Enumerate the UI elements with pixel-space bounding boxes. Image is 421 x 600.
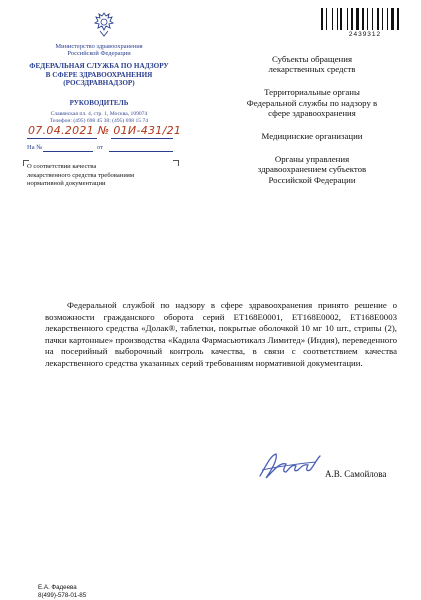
barcode-number: 2439312: [348, 31, 382, 38]
ministry-name: [24, 43, 174, 58]
agency-line: (РОСЗДРАВНАДЗОР): [63, 79, 135, 88]
barcode-bar: [332, 8, 333, 30]
barcode-bar: [334, 8, 336, 30]
barcode-bar: [387, 8, 388, 30]
emblem-icon: [93, 11, 115, 38]
addressee: Медицинские организации: [261, 131, 363, 142]
barcode-bar: [374, 8, 377, 30]
agency-name: [24, 62, 174, 88]
barcode-bar: [326, 8, 327, 30]
address-line: Славянская пл. 4, стр. 1, Москва, 109074: [50, 111, 148, 117]
barcode-bar: [339, 8, 340, 30]
barcode-bar: [382, 8, 383, 30]
addressees: [237, 54, 387, 198]
body-paragraph: Федеральной службой по надзору в сфере здравоохранения принято решение о возможности гражданского оборота серий ЕТ168Е0001, ЕТ168Е0002, ЕТ168Е0003 лекарственного средства «Долак®, таблетки, покрытые оболочкой 10 мг 10 шт., стрипы (2), пачки картонные» производства «Кадила Фармасьютикалз Лимитед» (Индия), переведенного на посерийный выборочный контроль качества, в связи с соответствием качества лекарственного средства указанных серий требованиям нормативной документации.: [45, 300, 397, 368]
executor-info: [38, 584, 86, 600]
agency-line: В СФЕРЕ ЗДРАВООХРАНЕНИЯ: [45, 70, 153, 79]
barcode-bar: [391, 8, 394, 30]
barcode-bar: [365, 8, 366, 30]
role-title: РУКОВОДИТЕЛЬ: [69, 99, 129, 107]
barcode-bar: [328, 8, 331, 30]
barcode-bar: [372, 8, 373, 30]
barcode-bar: [351, 8, 353, 30]
reference-na-label: На №: [27, 144, 43, 151]
registration-number-handwritten: 07.04.2021 № 01И-431/21: [28, 124, 182, 137]
barcode-bar: [347, 8, 348, 30]
barcode: [321, 8, 401, 30]
barcode-bar: [384, 8, 386, 30]
barcode-bar: [340, 8, 342, 30]
signature-icon: [256, 450, 324, 482]
addressee: Органы управления здравоохранением субъектов Российской Федерации: [257, 154, 367, 185]
reference-from-label: от: [97, 144, 104, 151]
subject-line: нормативной документации: [27, 180, 106, 188]
barcode-bar: [389, 8, 390, 30]
executor-phone: 8(499)-578-01-85: [38, 592, 87, 599]
barcode-bar: [321, 8, 323, 30]
ministry-line: Министерство здравоохранения: [55, 43, 143, 50]
subject-line: О соответствии качества: [27, 163, 97, 170]
ministry-line: Российской Федерации: [67, 50, 131, 58]
barcode-bar: [324, 8, 325, 30]
reference-row: [27, 144, 177, 151]
addressee: Субъекты обращения лекарственных средств: [268, 54, 356, 75]
barcode-bar: [400, 8, 401, 30]
barcode-bar: [362, 8, 364, 30]
barcode-bar: [367, 8, 368, 30]
barcode-bar: [354, 8, 355, 30]
subject: [27, 163, 177, 189]
letter-body: [45, 300, 397, 370]
barcode-bar: [343, 8, 346, 30]
agency-line: ФЕДЕРАЛЬНАЯ СЛУЖБА ПО НАДЗОРУ: [29, 62, 169, 70]
signer-name: А.В. Самойлова: [325, 469, 387, 479]
barcode-bar: [380, 8, 381, 30]
barcode-bar: [356, 8, 359, 30]
addressee: Территориальные органы Федеральной службы по надзору в сфере здравоохранения: [246, 87, 378, 118]
barcode-bar: [369, 8, 371, 30]
subject-line: лекарственного средства требованиям: [27, 171, 135, 179]
barcode-bar: [349, 8, 350, 30]
agency-address: [24, 111, 174, 125]
barcode-bar: [395, 8, 396, 30]
barcode-bar: [337, 8, 338, 30]
barcode-bar: [377, 8, 379, 30]
barcode-bar: [360, 8, 361, 30]
barcode-bar: [397, 8, 399, 30]
address-line: Телефон: (495) 698 45 38; (495) 698 15 74: [49, 118, 149, 124]
executor-name: Е.А. Фадеева: [38, 584, 77, 591]
